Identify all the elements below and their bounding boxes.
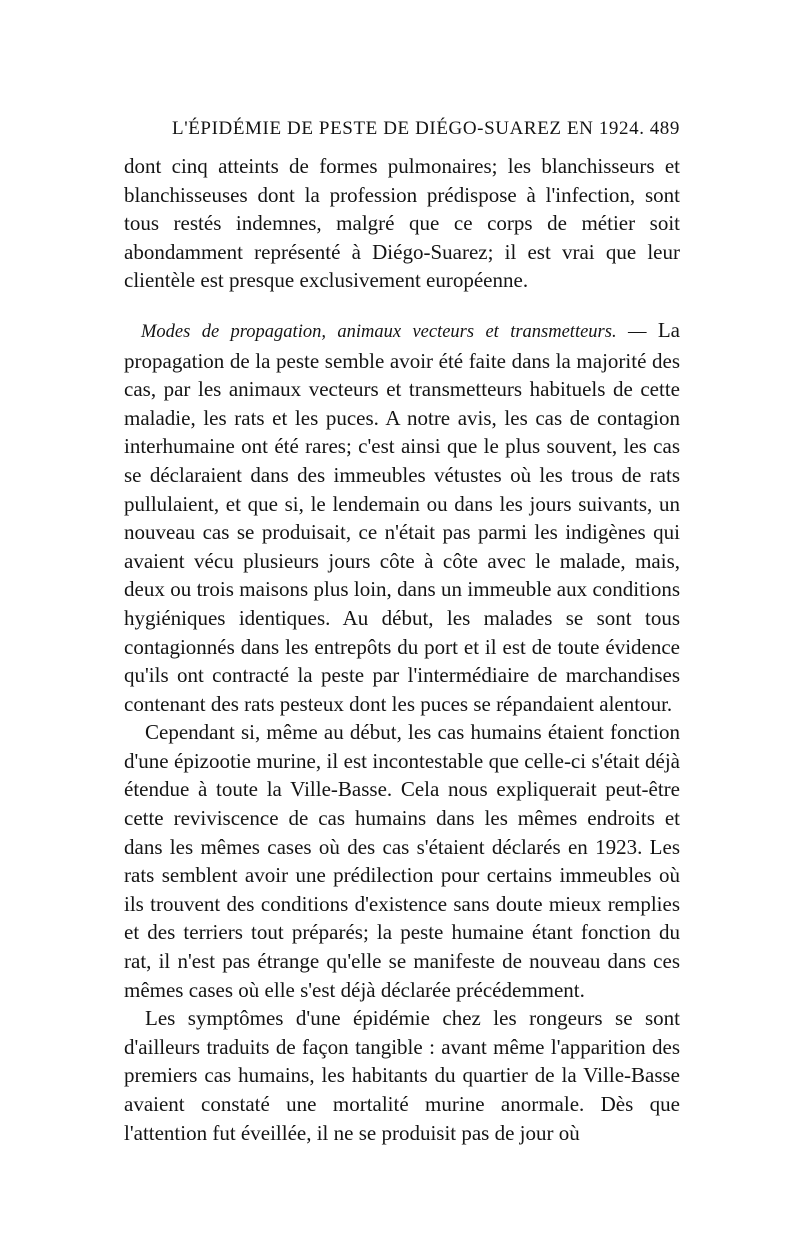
section-dash: — — [616, 321, 658, 342]
paragraph-2-body: La propagation de la peste semble avoir été faite dans la majorité des cas, par les animaux vecteurs et transmetteurs habituels de cette maladie, les rats et les puces. A notre avis, les cas de contagion interhumaine ont été rares; c'est ainsi que le plus souvent, les cas se déclaraient dans des immeubles vétustes où les trous de rats pullulaient, et que si, le lendemain ou dans les jours suivants, un nouveau cas se produisait, ce n'était pas parmi les indigènes qui avaient vécu plusieurs jours côte à côte avec le malade, mais, deux ou trois maisons plus loin, dans un immeuble aux conditions hygiéniques identiques. Au début, les malades se sont tous contagionnés dans les entrepôts du port et il est de toute évidence qu'ils ont contracté la peste par l'intermédiaire de marchandises contenant des rats pesteux dont les puces se répandaient alentour. — [124, 317, 680, 716]
body-text — [124, 152, 680, 1147]
paragraph-2 — [124, 316, 680, 718]
running-title: L'ÉPIDÉMIE DE PESTE DE DIÉGO-SUAREZ EN 1924. — [172, 118, 645, 139]
section-heading: Modes de propagation, animaux vecteurs et transmetteurs. — [141, 321, 617, 342]
paragraph-4: Les symptômes d'une épidémie chez les rongeurs se sont d'ailleurs traduits de façon tangible : avant même l'apparition des premiers cas humains, les habitants du quartier de la Ville-Basse avaient constaté une mortalité murine anormale. Dès que l'attention fut éveillée, il ne se produisit pas de jour où — [124, 1006, 680, 1145]
page-number: 489 — [649, 118, 680, 139]
book-page — [124, 118, 680, 1147]
paragraph-3: Cependant si, même au début, les cas humains étaient fonction d'une épizootie murine, il est incontestable que celle-ci s'était déjà étendue à toute la Ville-Basse. Cela nous expliquerait peut-être cette reviviscence de cas humains dans les mêmes endroits et dans les mêmes cases où des cas s'étaient déclarés en 1923. Les rats semblent avoir une prédilection pour certains immeubles où ils trouvent des conditions d'existence sans doute mieux remplies et des terriers tout préparés; la peste humaine étant fonction du rat, il n'est pas étrange qu'elle se manifeste de nouveau dans ces mêmes cases où elle s'est déjà déclarée précédemment. — [124, 720, 680, 1002]
running-header — [124, 118, 680, 152]
paragraph-1: dont cinq atteints de formes pulmonaires; les blanchisseurs et blanchisseuses dont la profession prédispose à l'infection, sont tous restés indemnes, malgré que ce corps de métier soit abondamment représenté à Diégo-Suarez; il est vrai que leur clientèle est presque exclusivement européenne. — [124, 154, 680, 293]
